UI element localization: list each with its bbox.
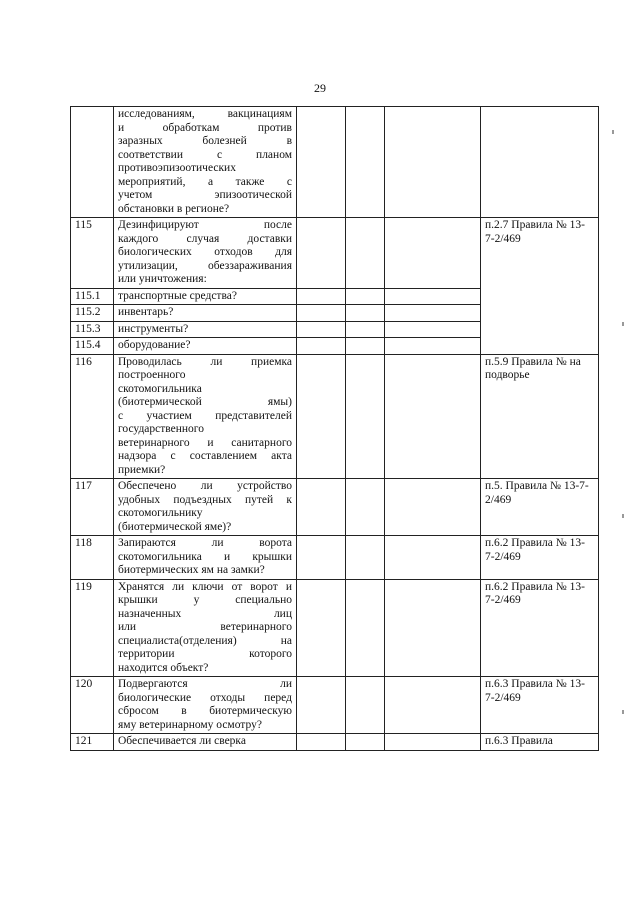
question-text — [114, 321, 297, 338]
question-line: удобных подъездных путей к — [118, 493, 292, 506]
question-line: оборудование? — [118, 339, 191, 351]
question-line: биологические отходы перед — [118, 691, 292, 704]
question-line: или ветеринарного — [118, 621, 292, 633]
question-line: ветеринарного и санитарного — [118, 436, 292, 449]
answer-cell — [385, 321, 481, 338]
question-line: исследованиям, вакцинациям — [118, 108, 292, 120]
answer-cell — [385, 338, 481, 355]
regulation-reference: п.6.3 Правила — [481, 734, 599, 751]
question-line: построенного — [118, 369, 186, 381]
answer-cell — [385, 536, 481, 580]
answer-cell — [385, 354, 481, 479]
question-line: (биотермической яме)? — [118, 520, 232, 533]
regulation-reference: п.2.7 Правила № 13-7-2/469 — [481, 218, 599, 355]
answer-cell — [297, 479, 346, 536]
question-line: территории которого — [118, 648, 292, 660]
answer-cell — [346, 321, 385, 338]
answer-cell — [297, 677, 346, 734]
table-row — [71, 734, 599, 751]
question-line: скотомогильника — [118, 382, 202, 395]
answer-cell — [346, 677, 385, 734]
item-number — [71, 107, 114, 218]
question-line: сбросом в биотермическую — [118, 705, 292, 717]
question-line: биотермических ям на замки? — [118, 564, 265, 576]
question-line: крышки у специально — [118, 594, 292, 606]
question-text — [114, 677, 297, 734]
answer-cell — [346, 734, 385, 751]
question-text — [114, 338, 297, 355]
answer-cell — [346, 305, 385, 322]
question-text — [114, 479, 297, 536]
question-text — [114, 107, 297, 218]
answer-cell — [385, 288, 481, 305]
answer-cell — [346, 288, 385, 305]
regulation-reference — [481, 107, 599, 218]
question-line: инвентарь? — [118, 306, 174, 318]
answer-cell — [385, 305, 481, 322]
question-line: скотомогильнику — [118, 507, 203, 519]
answer-cell — [385, 677, 481, 734]
question-line: и обработкам против — [118, 121, 292, 134]
question-line: Проводилась ли приемка — [118, 355, 292, 368]
question-line: транспортные средства? — [118, 289, 237, 302]
question-line: Обеспечено ли устройство — [118, 480, 292, 492]
answer-cell — [385, 734, 481, 751]
answer-cell — [385, 107, 481, 218]
question-line: учетом эпизоотической — [118, 189, 292, 201]
question-line: биологических отходов для — [118, 246, 292, 258]
question-line: государственного — [118, 423, 204, 435]
question-line: (биотермической ямы) — [118, 396, 292, 408]
answer-cell — [297, 288, 346, 305]
question-line: обстановки в регионе? — [118, 202, 230, 215]
question-line: Подвергаются ли — [118, 678, 292, 690]
answer-cell — [297, 579, 346, 677]
question-line: яму ветеринарному осмотру? — [118, 718, 262, 731]
answer-cell — [385, 218, 481, 289]
answer-cell — [297, 218, 346, 289]
question-text — [114, 218, 297, 289]
item-number: 119 — [71, 579, 114, 677]
question-line: заразных болезней в — [118, 135, 292, 147]
item-number: 120 — [71, 677, 114, 734]
question-line: находится объект? — [118, 661, 209, 674]
question-line: приемки? — [118, 463, 166, 476]
table-row — [71, 218, 599, 289]
answer-cell — [297, 305, 346, 322]
question-line: или уничтожения: — [118, 273, 207, 285]
question-line: специалиста(отделения) на — [118, 634, 292, 647]
answer-cell — [385, 579, 481, 677]
answer-cell — [346, 479, 385, 536]
answer-cell — [297, 734, 346, 751]
table-row — [71, 579, 599, 677]
question-line: Хранятся ли ключи от ворот и — [118, 580, 292, 593]
question-line: утилизации, обеззараживания — [118, 259, 292, 272]
question-line: назначенных лиц — [118, 607, 292, 620]
scan-speck — [612, 130, 614, 134]
question-text — [114, 536, 297, 580]
inspection-checklist-table — [70, 106, 599, 751]
question-line: соответствии с планом — [118, 148, 292, 161]
question-line: Запираются ли ворота — [118, 537, 292, 549]
answer-cell — [297, 107, 346, 218]
answer-cell — [297, 354, 346, 479]
item-number: 121 — [71, 734, 114, 751]
answer-cell — [297, 321, 346, 338]
question-text — [114, 305, 297, 322]
question-text — [114, 354, 297, 479]
item-number: 115 — [71, 218, 114, 289]
answer-cell — [346, 579, 385, 677]
answer-cell — [385, 479, 481, 536]
item-number: 117 — [71, 479, 114, 536]
item-number: 115.3 — [71, 321, 114, 338]
scan-speck — [622, 710, 624, 714]
question-line: Обеспечивается ли сверка — [118, 735, 246, 747]
answer-cell — [346, 338, 385, 355]
question-text — [114, 288, 297, 305]
item-number: 115.4 — [71, 338, 114, 355]
regulation-reference: п.5. Правила № 13-7-2/469 — [481, 479, 599, 536]
question-line: Дезинфицируют после — [118, 219, 292, 231]
table-row — [71, 354, 599, 479]
question-line: с участием представителей — [118, 409, 292, 422]
scan-speck — [622, 322, 624, 326]
answer-cell — [346, 218, 385, 289]
item-number: 115.2 — [71, 305, 114, 322]
regulation-reference: п.5.9 Правила № на подворье — [481, 354, 599, 479]
question-line: надзора с составлением акта — [118, 450, 292, 462]
item-number: 118 — [71, 536, 114, 580]
answer-cell — [346, 107, 385, 218]
answer-cell — [346, 536, 385, 580]
question-text — [114, 734, 297, 751]
question-text — [114, 579, 297, 677]
question-line: инструменты? — [118, 322, 189, 335]
question-line: мероприятий, а также с — [118, 175, 292, 188]
regulation-reference: п.6.2 Правила № 13-7-2/469 — [481, 579, 599, 677]
answer-cell — [297, 536, 346, 580]
item-number: 116 — [71, 354, 114, 479]
item-number: 115.1 — [71, 288, 114, 305]
table-row — [71, 536, 599, 580]
answer-cell — [346, 354, 385, 479]
question-line: каждого случая доставки — [118, 232, 292, 245]
table-row — [71, 677, 599, 734]
scan-speck — [622, 514, 624, 518]
regulation-reference: п.6.2 Правила № 13-7-2/469 — [481, 536, 599, 580]
question-line: скотомогильника и крышки — [118, 550, 292, 563]
regulation-reference: п.6.3 Правила № 13-7-2/469 — [481, 677, 599, 734]
table-row — [71, 107, 599, 218]
answer-cell — [297, 338, 346, 355]
question-line: противоэпизоотических — [118, 162, 236, 174]
table-row — [71, 479, 599, 536]
page-number: 29 — [314, 81, 326, 95]
